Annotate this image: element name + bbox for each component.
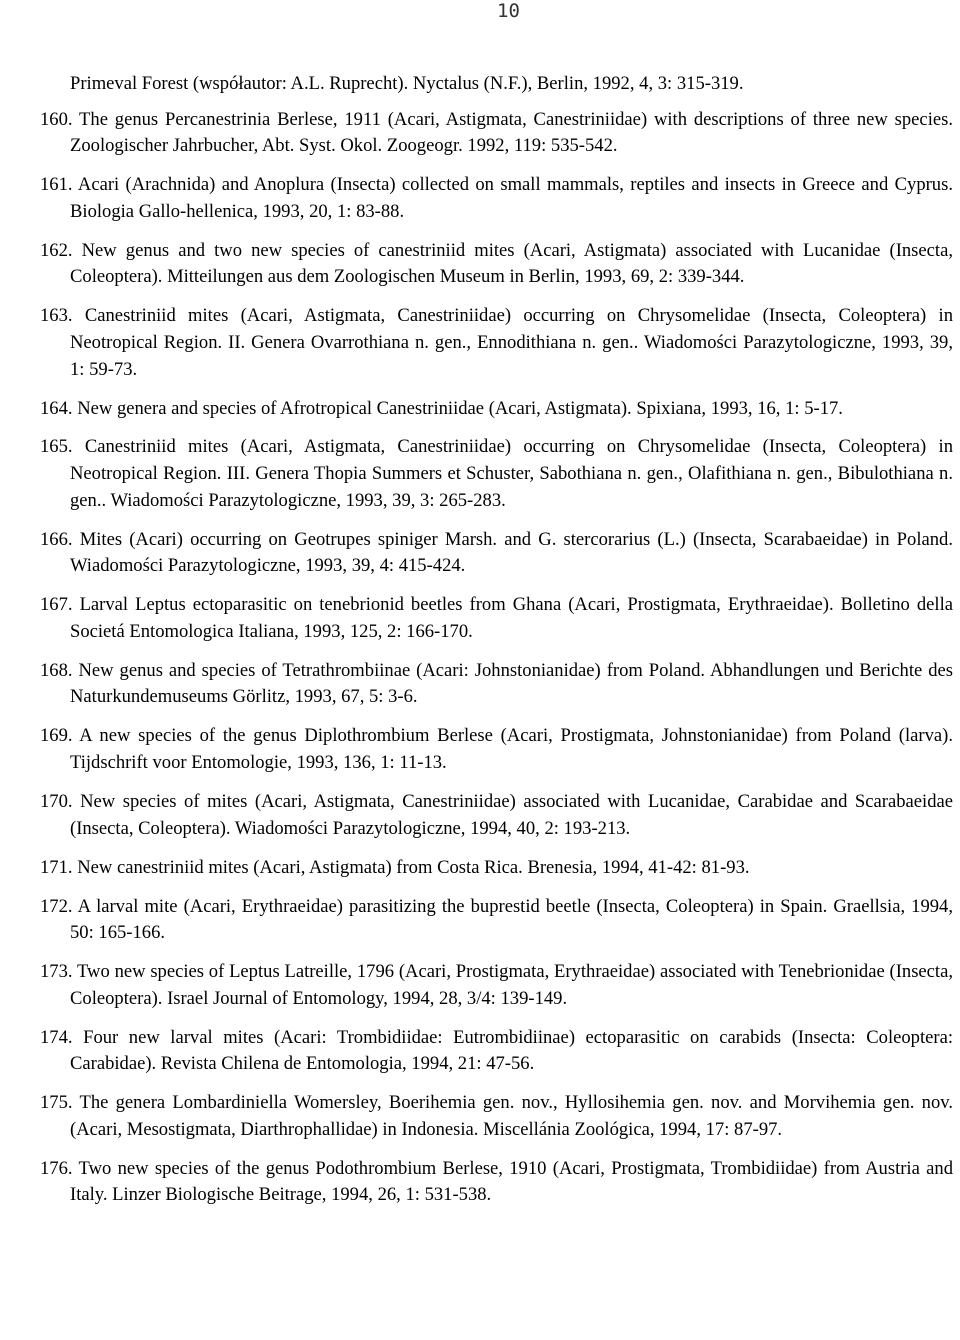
bibliography-entry — [0, 894, 960, 947]
bibliography-entry — [0, 303, 960, 383]
entry-text: Canestriniid mites (Acari, Astigmata, Canestriniidae) occurring on Chrysomelidae (Insecta, Coleoptera) in Neotropical Region. II. Genera Ovarrothiana n. gen., Ennodithiana n. gen.. Wiadomości Parazytologiczne, 1993, 39, 1: 59-73. — [70, 305, 953, 380]
entry-number: 174. — [40, 1026, 73, 1048]
entry-number: 171. — [40, 856, 73, 878]
bibliography-entry — [0, 1156, 960, 1209]
entry-text: A new species of the genus Diplothrombium Berlese (Acari, Prostigmata, Johnstonianidae) from Poland (larva). Tijdschrift voor Entomologie, 1993, 136, 1: 11-13. — [70, 725, 953, 773]
bibliography-entry-continuation: Primeval Forest (współautor: A.L. Ruprecht). Nyctalus (N.F.), Berlin, 1992, 4, 3: 315-319. — [70, 73, 744, 94]
entry-text: New genera and species of Afrotropical Canestriniidae (Acari, Astigmata). Spixiana, 1993, 16, 1: 5-17. — [77, 397, 843, 419]
entry-number: 165. — [40, 436, 73, 458]
entry-text: Four new larval mites (Acari: Trombidiidae: Eutrombidiinae) ectoparasitic on carabids (Insecta: Coleoptera: Carabidae). Revista Chilena de Entomologia, 1994, 21: 47-56. — [70, 1026, 953, 1075]
bibliography-entries — [0, 107, 960, 1209]
entry-number: 162. — [40, 239, 73, 261]
bibliography-entry — [0, 172, 960, 225]
entry-number: 176. — [40, 1157, 73, 1179]
entry-number: 169. — [40, 725, 73, 747]
entry-number: 170. — [40, 790, 73, 812]
bibliography-entry — [0, 107, 960, 160]
bibliography-entry — [0, 658, 960, 711]
entry-number: 175. — [40, 1092, 73, 1114]
bibliography-entry — [0, 592, 960, 645]
entry-text: Canestriniid mites (Acari, Astigmata, Canestriniidae) occurring on Chrysomelidae (Insecta, Coleoptera) in Neotropical Region. III. Genera Thopia Summers et Schuster, Sabothiana n. gen., Olafithiana n. gen., Bibulothiana n. gen.. Wiadomości Parazytologiczne, 1993, 39, 3: 265-283. — [70, 436, 953, 511]
entry-number: 166. — [40, 528, 73, 550]
bibliography-entry — [0, 959, 960, 1012]
entry-text: Two new species of the genus Podothrombium Berlese, 1910 (Acari, Prostigmata, Trombidiidae) from Austria and Italy. Linzer Biologische Beitrage, 1994, 26, 1: 531-538. — [70, 1157, 953, 1206]
entry-text: The genus Percanestrinia Berlese, 1911 (Acari, Astigmata, Canestriniidae) with descriptions of three new species. Zoologischer Jahrbucher, Abt. Syst. Okol. Zoogeogr. 1992, 119: 535-542. — [70, 108, 953, 157]
entry-number: 164. — [40, 397, 73, 419]
entry-text: New genus and two new species of canestriniid mites (Acari, Astigmata) associated with Lucanidae (Insecta, Coleoptera). Mitteilungen aus dem Zoologischen Museum in Berlin, 1993, 69, 2: 339-344. — [70, 239, 953, 288]
entry-number: 161. — [40, 174, 73, 196]
entry-text: Mites (Acari) occurring on Geotrupes spiniger Marsh. and G. stercorarius (L.) (Insecta, Scarabaeidae) in Poland. Wiadomości Parazytologiczne, 1993, 39, 4: 415-424. — [70, 528, 953, 577]
bibliography-entry — [0, 855, 960, 882]
bibliography-entry — [0, 1025, 960, 1078]
bibliography-entry — [0, 238, 960, 291]
entry-text: Two new species of Leptus Latreille, 1796 (Acari, Prostigmata, Erythraeidae) associated with Tenebrionidae (Insecta, Coleoptera). Israel Journal of Entomology, 1994, 28, 3/4: 139-149. — [70, 961, 954, 1009]
entry-text: New canestriniid mites (Acari, Astigmata) from Costa Rica. Brenesia, 1994, 41-42: 81-93. — [77, 856, 750, 878]
entry-text: A larval mite (Acari, Erythraeidae) parasitizing the buprestid beetle (Insecta, Coleoptera) in Spain. Graellsia, 1994, 50: 165-166. — [70, 895, 953, 944]
entry-text: Larval Leptus ectoparasitic on tenebrionid beetles from Ghana (Acari, Prostigmata, Erythraeidae). Bolletino della Societá Entomologica Italiana, 1993, 125, 2: 166-170. — [70, 594, 953, 642]
page-number: 10 — [497, 0, 520, 22]
bibliography-list — [0, 71, 960, 1221]
entry-number: 160. — [40, 108, 73, 130]
bibliography-entry — [0, 723, 960, 776]
bibliography-entry — [0, 434, 960, 514]
entry-text: New genus and species of Tetrathrombiinae (Acari: Johnstonianidae) from Poland. Abhandlungen und Berichte des Naturkundemuseums Görlitz, 1993, 67, 5: 3-6. — [70, 659, 953, 708]
entry-number: 163. — [40, 305, 73, 327]
entry-number: 173. — [40, 961, 73, 983]
entry-number: 172. — [40, 895, 73, 917]
bibliography-entry — [0, 1090, 960, 1143]
entry-number: 168. — [40, 659, 73, 681]
entry-text: Acari (Arachnida) and Anoplura (Insecta) collected on small mammals, reptiles and insects in Greece and Cyprus. Biologia Gallo-hellenica, 1993, 20, 1: 83-88. — [70, 174, 953, 222]
bibliography-entry — [0, 527, 960, 580]
bibliography-entry — [0, 396, 960, 423]
entry-text: The genera Lombardiniella Womersley, Boerihemia gen. nov., Hyllosihemia gen. nov. and Morvihemia gen. nov. (Acari, Mesostigmata, Diarthrophallidae) in Indonesia. Miscellánia Zoológica, 1994, 17: 87-97. — [70, 1092, 954, 1140]
entry-number: 167. — [40, 594, 73, 616]
entry-text: New species of mites (Acari, Astigmata, Canestriniidae) associated with Lucanidae, Carabidae and Scarabaeidae (Insecta, Coleoptera). Wiadomości Parazytologiczne, 1994, 40, 2: 193-213. — [70, 790, 953, 839]
bibliography-entry — [0, 789, 960, 842]
